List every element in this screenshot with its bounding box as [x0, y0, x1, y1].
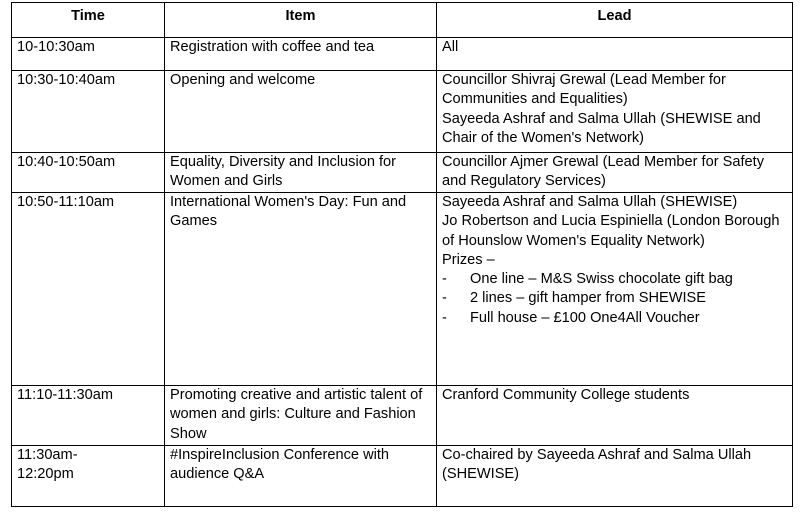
bullet-mark: -: [442, 309, 447, 326]
table-row: [12, 71, 793, 153]
prize-list-item: [442, 289, 787, 308]
item-text: Equality, Diversity and Inclusion for Women and Girls: [170, 154, 397, 190]
item-text: Opening and welcome: [170, 72, 316, 88]
lead-text: Co-chaired by Sayeeda Ashraf and Salma Ullah (SHEWISE): [442, 447, 752, 483]
item-text: Promoting creative and artistic talent of women and girls: Culture and Fashion Show: [170, 387, 423, 442]
lead-cell: [437, 38, 793, 71]
prize-text: Full house – £100 One4All Voucher: [470, 309, 700, 326]
table-row: [12, 386, 793, 446]
lead-cell: [437, 153, 793, 193]
time-cell: [12, 71, 165, 153]
prize-text: One line – M&S Swiss chocolate gift bag: [470, 271, 733, 288]
lead-text: Sayeeda Ashraf and Salma Ullah (SHEWISE and Chair of the Women's Network): [442, 110, 761, 146]
lead-cell: [437, 386, 793, 446]
item-cell: [165, 153, 437, 193]
agenda-table: [11, 2, 793, 507]
time-cell: [12, 386, 165, 446]
time-text: 10:40-10:50am: [17, 154, 116, 170]
time-cell: [12, 446, 165, 507]
bullet-mark: -: [442, 271, 447, 288]
table-row: [12, 38, 793, 71]
time-text: 10-10:30am: [17, 39, 95, 55]
time-cell: [12, 153, 165, 193]
item-text: International Women's Day: Fun and Games: [170, 194, 407, 230]
lead-cell: [437, 446, 793, 507]
lead-cell: [437, 193, 793, 386]
item-cell: [165, 71, 437, 153]
time-cell: [12, 193, 165, 386]
table-row: [12, 446, 793, 507]
time-text: 10:50-11:10am: [17, 194, 115, 210]
prize-text: 2 lines – gift hamper from SHEWISE: [470, 290, 707, 307]
lead-text: Cranford Community College students: [442, 387, 690, 403]
lead-cell: [437, 71, 793, 153]
time-cell: [12, 38, 165, 71]
table-row: [12, 193, 793, 386]
prize-list-item: [442, 270, 787, 289]
item-cell: [165, 446, 437, 507]
header-item: Item: [165, 3, 437, 38]
time-text: 10:30-10:40am: [17, 72, 116, 88]
header-lead: Lead: [437, 3, 793, 38]
item-cell: [165, 193, 437, 386]
item-text: #InspireInclusion Conference with audience Q&A: [170, 447, 390, 483]
table-row: [12, 153, 793, 193]
header-time: Time: [12, 3, 165, 38]
lead-text: Jo Robertson and Lucia Espiniella (London Borough of Hounslow Women's Equality Network): [442, 213, 780, 249]
lead-text: Sayeeda Ashraf and Salma Ullah (SHEWISE): [442, 194, 738, 210]
time-text: 11:30am-12:20pm: [17, 447, 78, 483]
bullet-mark: -: [442, 290, 447, 307]
lead-text: All: [442, 39, 459, 55]
header-row: [12, 3, 793, 38]
prize-list-item: [442, 309, 787, 328]
item-cell: [165, 38, 437, 71]
lead-text: Councillor Ajmer Grewal (Lead Member for Safety and Regulatory Services): [442, 154, 764, 190]
item-text: Registration with coffee and tea: [170, 39, 375, 55]
lead-text: Councillor Shivraj Grewal (Lead Member for Communities and Equalities): [442, 72, 726, 108]
item-cell: [165, 386, 437, 446]
time-text: 11:10-11:30am: [17, 387, 114, 403]
lead-text: Prizes –: [442, 251, 495, 268]
